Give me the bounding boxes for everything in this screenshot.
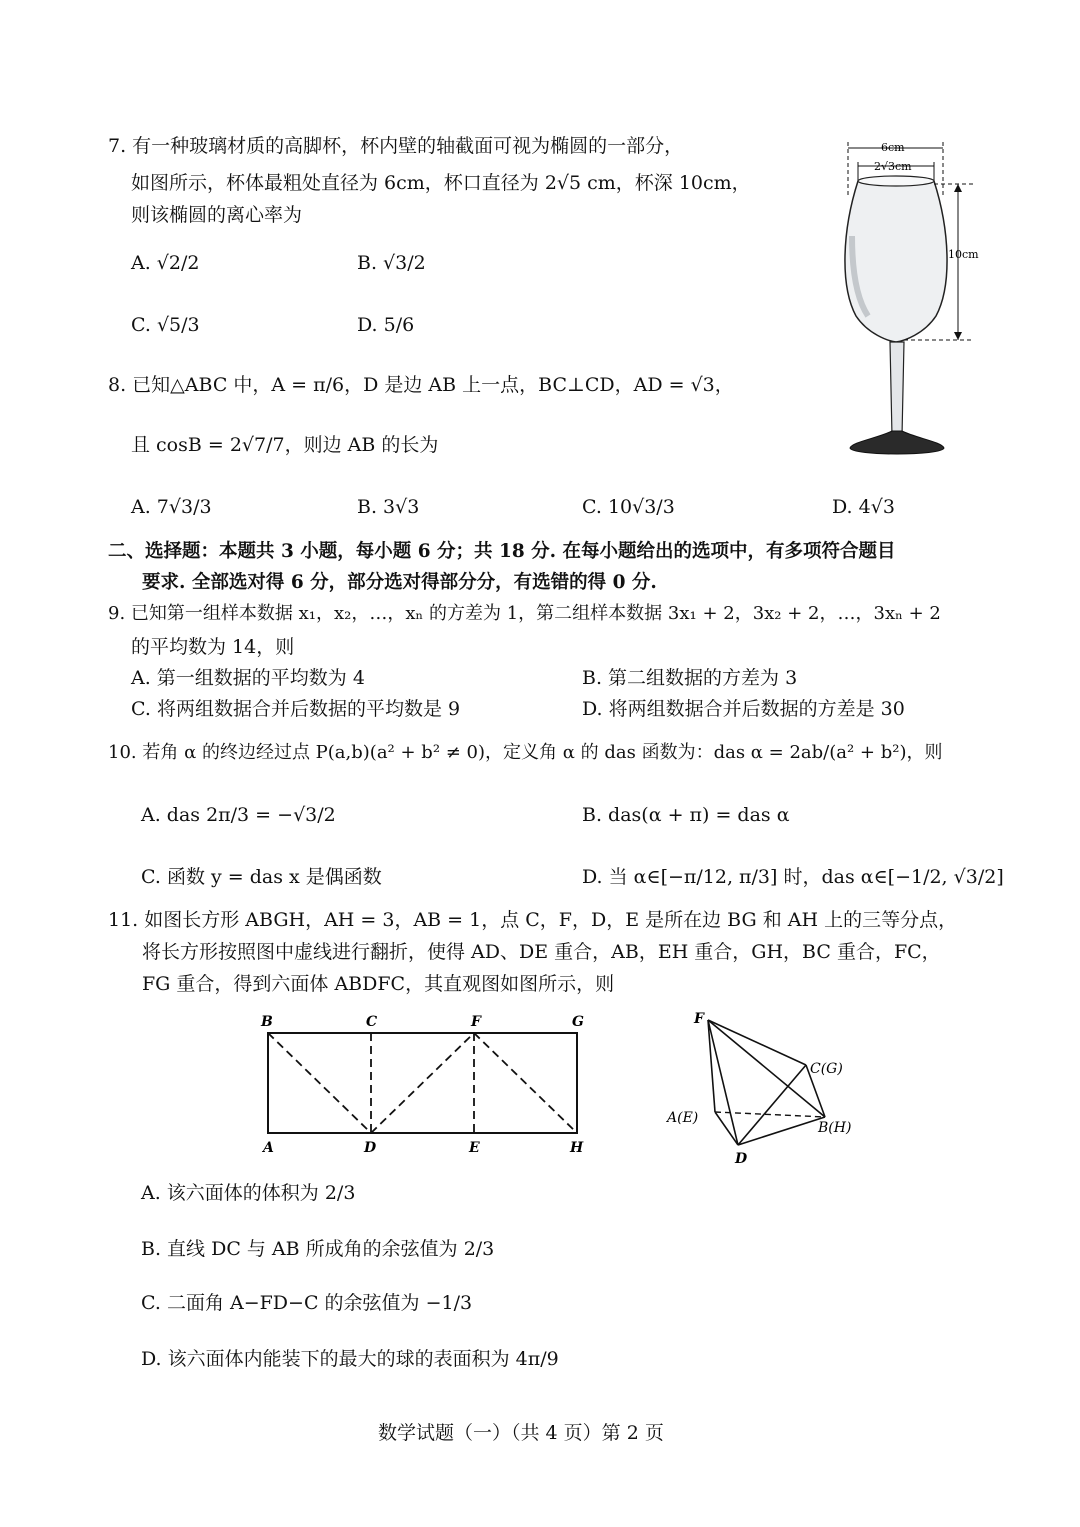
- q9-line1: 9. 已知第一组样本数据 x₁，x₂，…，xₙ 的方差为 1，第二组样本数据 3x₁ + 2，3x₂ + 2，…，3xₙ + 2: [108, 603, 941, 624]
- q9-line2: 的平均数为 14，则: [131, 636, 295, 658]
- section2-line1: 二、选择题：本题共 3 小题，每小题 6 分；共 18 分. 在每小题给出的选项中，有多项符合题目: [108, 541, 896, 562]
- q7-line1: 7. 有一种玻璃材质的高脚杯，杯内壁的轴截面可视为椭圆的一部分，: [108, 135, 684, 157]
- q11-line2: 将长方形按照图中虚线进行翻折，使得 AD、DE 重合，AB，EH 重合，GH，BC 重合，FC，: [142, 941, 941, 963]
- q10-line1: 10. 若角 α 的终边经过点 P(a,b)(a² + b² ≠ 0)，定义角 α 的 das 函数为：das α = 2ab/(a² + b²)，则: [108, 742, 943, 763]
- dim-mouth: 2√3cm: [874, 160, 912, 173]
- q7-option-b: B. √3/2: [357, 252, 426, 274]
- q9-option-c: C. 将两组数据合并后数据的平均数是 9: [131, 698, 461, 720]
- page-footer: 数学试题（一）（共 4 页）第 2 页: [378, 1422, 664, 1444]
- label-H: H: [570, 1140, 584, 1156]
- q7-option-c: C. √5/3: [131, 314, 200, 336]
- label-E: E: [469, 1140, 480, 1156]
- q7-line2: 如图所示，杯体最粗处直径为 6cm，杯口直径为 2√5 cm，杯深 10cm，: [131, 172, 751, 194]
- q11-option-b: B. 直线 DC 与 AB 所成角的余弦值为 2/3: [141, 1238, 495, 1260]
- section2-line2: 要求. 全部选对得 6 分，部分选对得部分分，有选错的得 0 分.: [142, 572, 657, 593]
- q8-line2: 且 cosB = 2√7/7，则边 AB 的长为: [131, 434, 439, 456]
- label-A: A: [263, 1140, 274, 1156]
- dim-6cm: 6cm: [881, 141, 905, 154]
- q8-option-c: C. 10√3/3: [582, 496, 675, 518]
- rectangle-fold-figure: [255, 1010, 600, 1160]
- q10-option-a: A. das 2π/3 = −√3/2: [141, 804, 336, 826]
- q11-option-d: D. 该六面体内能装下的最大的球的表面积为 4π/9: [141, 1348, 559, 1370]
- q7-line3: 则该椭圆的离心率为: [131, 204, 303, 226]
- q10-option-c: C. 函数 y = das x 是偶函数: [141, 866, 382, 888]
- q9-option-d: D. 将两组数据合并后数据的方差是 30: [582, 698, 905, 720]
- solid-label-CG: C(G): [810, 1061, 843, 1077]
- q11-option-a: A. 该六面体的体积为 2/3: [141, 1182, 356, 1204]
- q8-option-b: B. 3√3: [357, 496, 420, 518]
- q10-option-d: D. 当 α∈[−π/12, π/3] 时，das α∈[−1/2, √3/2]: [582, 866, 1004, 888]
- q9-option-a: A. 第一组数据的平均数为 4: [131, 667, 365, 689]
- q8-line1: 8. 已知△ABC 中，A = π/6，D 是边 AB 上一点，BC⊥CD，AD = √3，: [108, 374, 734, 396]
- label-F: F: [471, 1014, 481, 1030]
- label-C: C: [366, 1014, 378, 1030]
- q7-option-a: A. √2/2: [131, 252, 200, 274]
- label-B: B: [261, 1014, 273, 1030]
- q11-line1: 11. 如图长方形 ABGH，AH = 3，AB = 1，点 C，F，D，E 是所在边 BG 和 AH 上的三等分点，: [108, 909, 958, 931]
- q7-option-d: D. 5/6: [357, 314, 415, 336]
- solid-label-BH: B(H): [818, 1120, 852, 1136]
- q8-option-a: A. 7√3/3: [131, 496, 212, 518]
- label-G: G: [572, 1014, 584, 1030]
- dim-10cm: 10cm: [948, 248, 979, 261]
- solid-label-F: F: [694, 1011, 704, 1027]
- label-D: D: [364, 1140, 377, 1156]
- q10-option-b: B. das(α + π) = das α: [582, 804, 790, 826]
- q8-option-d: D. 4√3: [832, 496, 895, 518]
- solid-label-AE: A(E): [667, 1110, 699, 1126]
- q11-option-c: C. 二面角 A−FD−C 的余弦值为 −1/3: [141, 1292, 473, 1314]
- wine-glass-figure: [838, 136, 988, 466]
- solid-label-D: D: [735, 1151, 748, 1167]
- q9-option-b: B. 第二组数据的方差为 3: [582, 667, 798, 689]
- hexahedron-figure: [660, 1005, 870, 1170]
- q11-line3: FG 重合，得到六面体 ABDFC，其直观图如图所示，则: [142, 973, 615, 995]
